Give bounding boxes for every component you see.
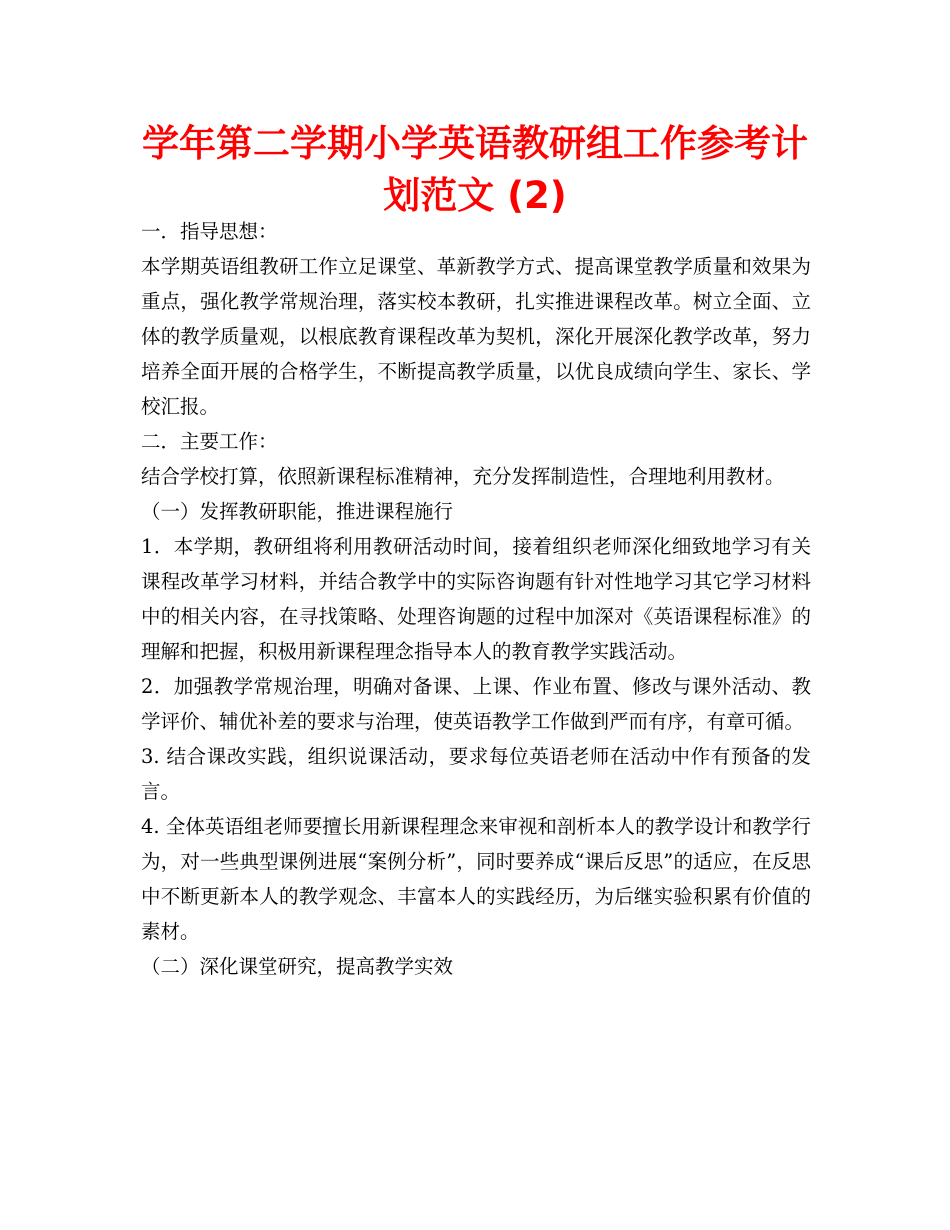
title-line-1: 学年第二学期小学英语教研组工作参考计 — [142, 122, 808, 165]
list-item-3: 3. 结合课改实践，组织说课活动，要求每位英语老师在活动中作有预备的发言。 — [141, 745, 811, 803]
paragraph-main-work-intro: 结合学校打算，依照新课程标准精神，充分发挥制造性，合理地利用教材。 — [141, 465, 785, 488]
subheading-two: （二）深化课堂研究，提高教学实效 — [141, 955, 454, 978]
heading-main-work: 二．主要工作： — [141, 430, 278, 453]
title-line-2: 划范文 (2) — [383, 174, 567, 217]
list-item-1: 1．本学期，教研组将利用教研活动时间，接着组织老师深化细致地学习有关课程改革学习材料，并结合教学中的实际咨询题有针对性地学习其它学习材料中的相关内容，在寻找策略、处理咨询题的过程中加深对《英语课程标准》的理解和把握，积极用新课程理念指导本人的教育教学实践活动。 — [141, 535, 811, 663]
heading-guiding-ideology: 一．指导思想： — [141, 220, 278, 243]
paragraph-ideology-text: 本学期英语组教研工作立足课堂、革新教学方式、提高课堂教学质量和效果为重点，强化教学常规治理，落实校本教研，扎实推进课程改革。树立全面、立体的教学质量观，以根底教育课程改革为契机，深化开展深化教学改革，努力培养全面开展的合格学生，不断提高教学质量，以优良成绩向学生、家长、学校汇报。 — [141, 255, 811, 418]
list-item-4: 4. 全体英语组老师要擅长用新课程理念来审视和剖析本人的教学设计和教学行为，对一些典型课例进展“案例分析”，同时要养成“课后反思”的适应，在反思中不断更新本人的教学观念、丰富本人的实践经历，为后继实验积累有价值的素材。 — [141, 815, 811, 943]
list-item-2: 2．加强教学常规治理，明确对备课、上课、作业布置、修改与课外活动、教学评价、辅优补差的要求与治理，使英语教学工作做到严而有序，有章可循。 — [141, 675, 811, 733]
subheading-one: （一）发挥教研职能，推进课程施行 — [141, 500, 454, 523]
document-body — [141, 214, 811, 984]
document-title — [120, 118, 830, 222]
